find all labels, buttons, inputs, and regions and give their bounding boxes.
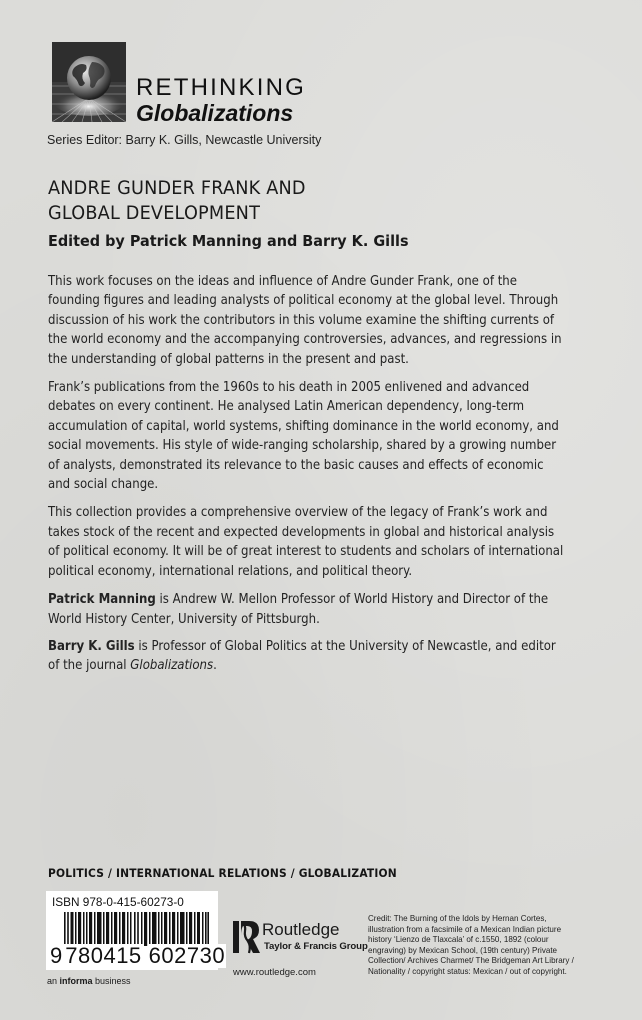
informa-prefix: an bbox=[47, 976, 60, 986]
bio-barry-gills bbox=[48, 637, 567, 676]
book-editors: Edited by Patrick Manning and Barry K. Gills bbox=[48, 232, 409, 250]
isbn-label: ISBN 978-0-415-60273-0 bbox=[52, 895, 184, 909]
barcode-lead-digit: 9 bbox=[50, 943, 63, 968]
bio-name: Patrick Manning bbox=[48, 591, 156, 608]
credit-line: Nationality / copyright status: Mexican / out of copyright. bbox=[368, 965, 567, 976]
isbn-barcode bbox=[46, 891, 226, 970]
informa-suffix: business bbox=[92, 976, 131, 986]
credit-line: Credit: The Burning of the Idols by Hernan Cortes, bbox=[368, 913, 547, 923]
journal-title: Globalizations bbox=[130, 657, 214, 674]
description-paragraph: Frank’s publications from the 1960s to his death in 2005 enlivened and advanced debates on every continent. He analysed Latin American dependency, long-term accumulation of capital, world systems, shifting dominance in the world economy, and social movements. His style of wide-ranging scholarship, shared by a growing number of analysts, demonstrated its relevance to the basic causes and effects of economic and social change. bbox=[48, 379, 559, 493]
description bbox=[48, 272, 567, 684]
book-title-line-1: ANDRE GUNDER FRANK AND bbox=[48, 177, 306, 199]
description-paragraph: This work focuses on the ideas and influence of Andre Gunder Frank, one of the founding figures and leading analysts of political economy at the global level. Through discussion of his work the contributors in this volume examine the shifting currents of the world economy and the accompanying controversies, advances, and regressions in the understanding of global patterns in the present and past. bbox=[48, 273, 562, 367]
series-subtitle: Globalizations bbox=[136, 100, 294, 126]
credit-line: engraving) by Mexican School, (19th century) Private bbox=[368, 944, 558, 955]
barcode-digits bbox=[50, 943, 226, 968]
bio-name: Barry K. Gills bbox=[48, 637, 135, 654]
globe-grid-logo-icon bbox=[52, 42, 126, 122]
description-paragraph: This collection provides a comprehensive overview of the legacy of Frank’s work and takes stock of the recent and expected developments in global and historical analysis of political economy. It will be of great interest to students and scholars of international political economy, international relations, and political theory. bbox=[48, 504, 564, 579]
informa-brand: informa bbox=[59, 976, 93, 986]
credit-line: Collection/ Archives Charmet/ The Bridgeman Art Library / bbox=[368, 955, 574, 966]
series-title: RETHINKING bbox=[136, 74, 307, 101]
bio-patrick-manning bbox=[48, 590, 567, 629]
book-title bbox=[48, 176, 569, 226]
series-editor: Series Editor: Barry K. Gills, Newcastle University bbox=[47, 133, 322, 147]
publisher-group: Taylor & Francis Group bbox=[264, 941, 368, 952]
bio-text: is Professor of Global Politics at the University of Newcastle, and editor of the journal bbox=[48, 637, 556, 674]
publisher-name: Routledge bbox=[262, 920, 340, 939]
credit-line: history ‘Lienzo de Tlaxcala’ of c.1550, 1892 (colour bbox=[368, 934, 549, 945]
bio-text: is Andrew W. Mellon Professor of World History and Director of the World History Center, University of Pittsburgh. bbox=[48, 591, 549, 627]
book-title-line-2: GLOBAL DEVELOPMENT bbox=[48, 202, 261, 224]
credit-line: illustration from a facsimile of a Mexican Indian picture bbox=[368, 923, 562, 934]
barcode-group-1: 780415 bbox=[65, 943, 142, 968]
routledge-r-logo-icon bbox=[233, 919, 261, 955]
informa-business-tagline bbox=[47, 976, 131, 986]
publisher-url[interactable]: www.routledge.com bbox=[233, 967, 316, 978]
cover-credit bbox=[368, 913, 637, 977]
barcode-group-2: 602730 bbox=[148, 943, 226, 968]
bio-end: . bbox=[213, 657, 217, 674]
subject-categories: POLITICS / INTERNATIONAL RELATIONS / GLOBALIZATION bbox=[48, 866, 397, 880]
